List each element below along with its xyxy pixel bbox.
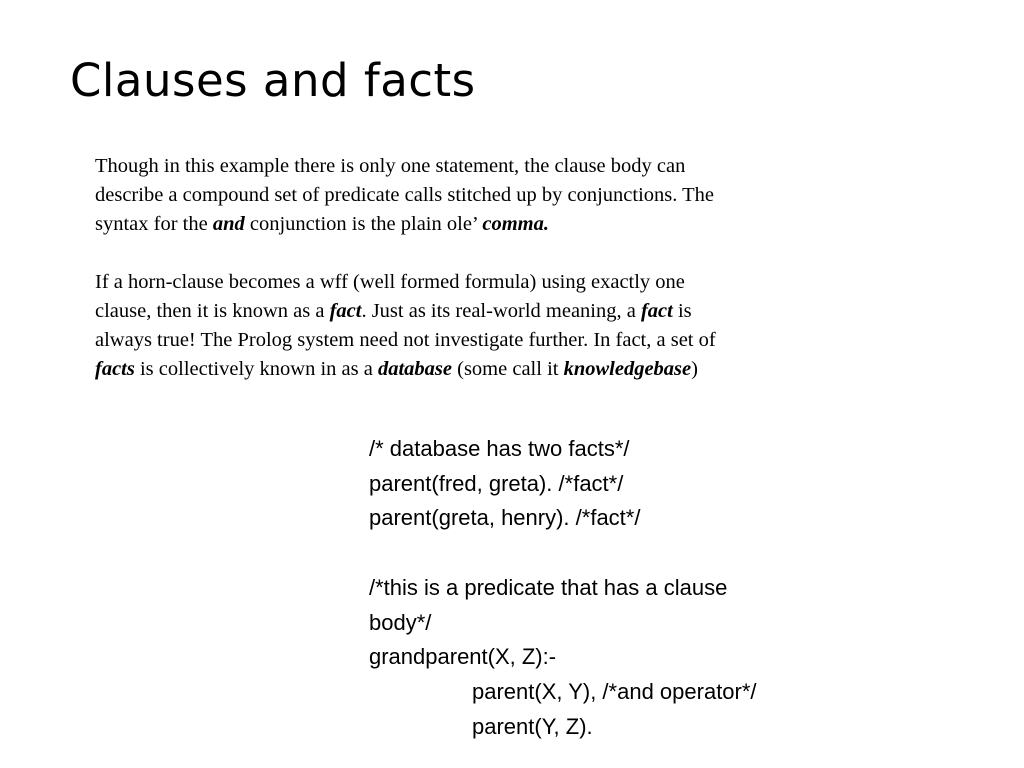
code-line: body*/: [369, 609, 432, 635]
paragraph-conjunctions: [95, 152, 895, 239]
code-line: /*this is a predicate that has a clause: [369, 574, 728, 600]
text-segment: If a horn-clause becomes a wff (well formed formula) using exactly one: [95, 271, 685, 293]
keyword-facts: facts: [95, 358, 135, 380]
paragraph-spacer: [95, 239, 895, 268]
text-segment: . Just as its real-world meaning, a: [361, 300, 641, 322]
code-line: /* database has two facts*/: [369, 436, 630, 461]
code-line: grandparent(X, Z):-: [369, 644, 557, 670]
text-line: [95, 181, 895, 210]
slide-body-text: [95, 152, 895, 384]
text-segment: (some call it: [452, 358, 564, 380]
text-segment: syntax for the: [95, 213, 213, 235]
keyword-database: database: [377, 358, 452, 380]
text-line: [95, 210, 895, 239]
keyword-and: and: [212, 213, 245, 235]
text-segment: Though in this example there is only one statement, the clause body can: [95, 155, 686, 177]
text-segment: clause, then it is known as a: [95, 300, 330, 322]
keyword-fact: fact: [329, 300, 362, 322]
text-segment: ): [691, 358, 698, 380]
keyword-fact: fact: [640, 300, 673, 322]
text-segment: conjunction is the plain ole’: [244, 213, 483, 235]
text-line: [95, 268, 895, 297]
code-line-indented: parent(Y, Z).: [472, 713, 593, 739]
paragraph-facts: [95, 268, 895, 384]
text-segment: is collectively known in as a: [134, 358, 378, 380]
keyword-comma: comma.: [482, 213, 549, 235]
text-segment: is: [672, 300, 692, 322]
prolog-code-block: [369, 432, 929, 744]
text-line: [95, 326, 895, 355]
text-line: [95, 297, 895, 326]
keyword-knowledgebase: knowledgebase: [563, 358, 692, 380]
slide-title: Clauses and facts: [70, 54, 476, 107]
code-line: parent(fred, greta). /*fact*/: [369, 470, 624, 496]
text-line: [95, 152, 895, 181]
code-line-indented: parent(X, Y), /*and operator*/: [472, 678, 757, 704]
text-segment: always true! The Prolog system need not investigate further. In fact, a set of: [95, 329, 716, 351]
code-line: parent(greta, henry). /*fact*/: [369, 505, 641, 531]
text-line: [95, 355, 895, 384]
text-segment: describe a compound set of predicate calls stitched up by conjunctions. The: [95, 184, 714, 206]
code-blank-line: [369, 536, 929, 571]
